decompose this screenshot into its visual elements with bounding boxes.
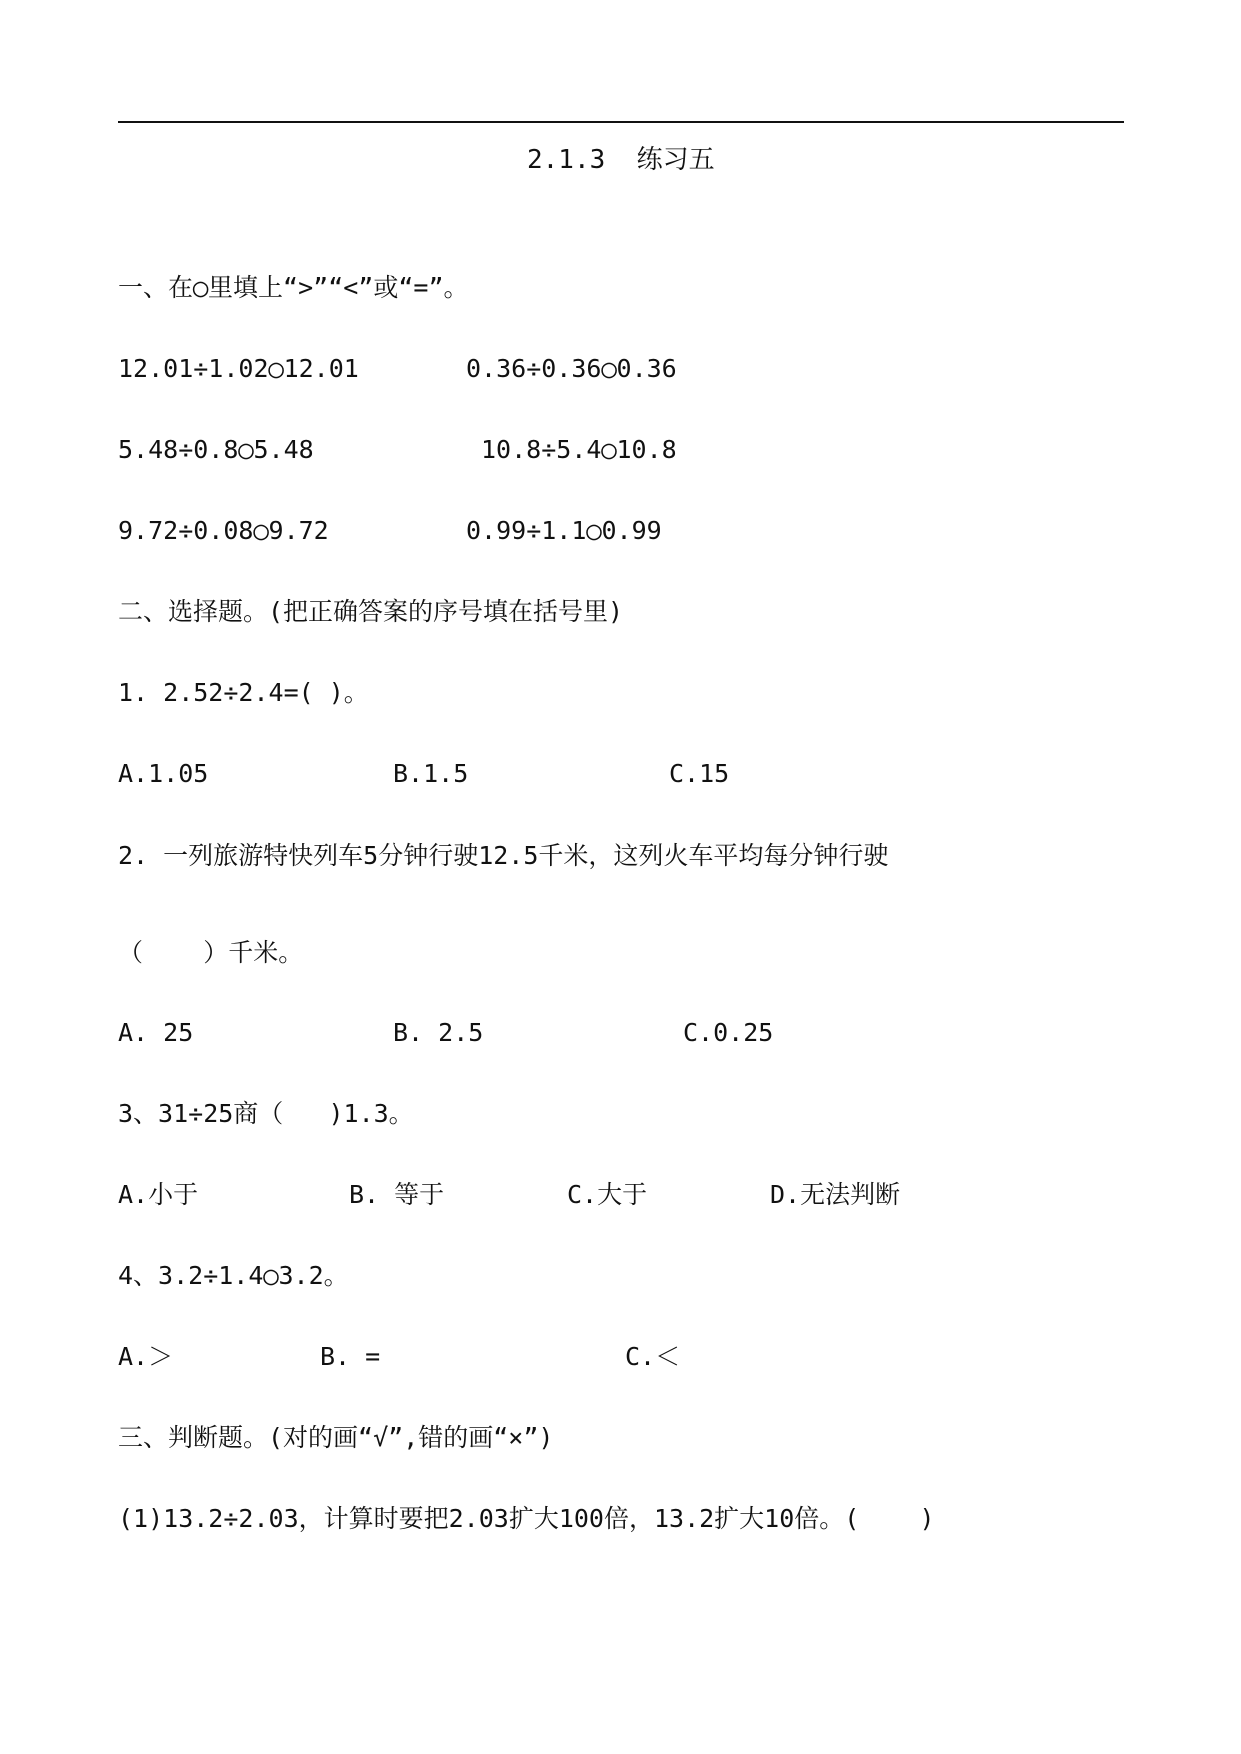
- question-3-option-d: D.无法判断: [770, 1180, 901, 1209]
- section1-heading: 一、在◯里填上“>”“<”或“=”。: [118, 273, 469, 302]
- question-4-stem: 4、3.2÷1.4◯3.2。: [118, 1261, 349, 1290]
- question-1-stem: 1. 2.52÷2.4=( )。: [118, 678, 369, 707]
- question-4-option-b: B. =: [320, 1342, 381, 1371]
- question-3-option-c: C.大于: [567, 1180, 648, 1209]
- header-rule: [118, 121, 1124, 123]
- question-2-option-b: B. 2.5: [393, 1018, 484, 1047]
- question-3-option-b: B. 等于: [349, 1180, 445, 1209]
- question-1-option-b: B.1.5: [393, 759, 469, 788]
- question-4-option-c: C.＜: [625, 1342, 681, 1371]
- question-3-option-a: A.小于: [118, 1180, 199, 1209]
- compare-item: 5.48÷0.8◯5.48: [118, 435, 314, 464]
- judge-item-1: (1)13.2÷2.03，计算时要把2.03扩大100倍，13.2扩大10倍。( ): [118, 1504, 935, 1533]
- section2-heading: 二、选择题。(把正确答案的序号填在括号里): [118, 597, 624, 626]
- compare-item: 9.72÷0.08◯9.72: [118, 516, 329, 545]
- question-2-stem: 2. 一列旅游特快列车5分钟行驶12.5千米，这列火车平均每分钟行驶: [118, 841, 889, 870]
- compare-item: 0.99÷1.1◯0.99: [466, 516, 662, 545]
- question-1-option-a: A.1.05: [118, 759, 209, 788]
- question-1-option-c: C.15: [669, 759, 730, 788]
- compare-item: 10.8÷5.4◯10.8: [481, 435, 677, 464]
- question-3-stem: 3、31÷25商（ )1.3。: [118, 1099, 414, 1128]
- section3-heading: 三、判断题。(对的画“√”,错的画“×”): [118, 1423, 554, 1452]
- question-2-stem-cont: （ ）千米。: [118, 938, 304, 967]
- page-title: 2.1.3 练习五: [527, 145, 715, 175]
- question-4-option-a: A.＞: [118, 1342, 174, 1371]
- compare-item: 12.01÷1.02◯12.01: [118, 354, 359, 383]
- question-2-option-a: A. 25: [118, 1018, 194, 1047]
- question-2-option-c: C.0.25: [683, 1018, 774, 1047]
- compare-item: 0.36÷0.36◯0.36: [466, 354, 677, 383]
